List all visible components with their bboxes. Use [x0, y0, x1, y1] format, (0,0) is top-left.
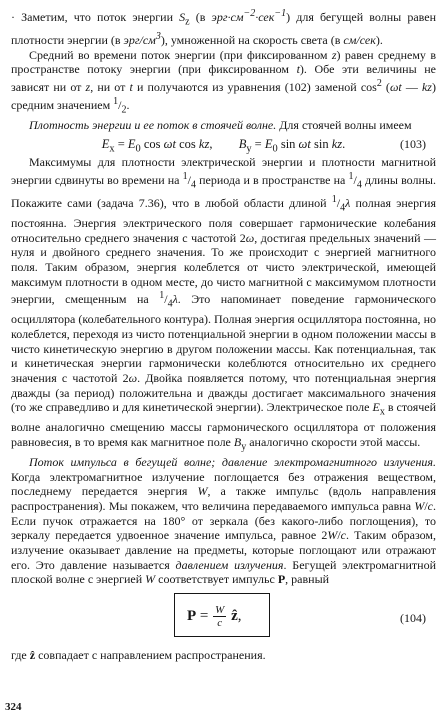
equation-number: (104)	[400, 611, 426, 626]
equation-frame	[174, 593, 270, 637]
paragraph-direction-note: где ẑ совпадает с направлением распространения.	[11, 648, 266, 663]
paragraph-radiation-pressure: Поток импульса в бегущей волне; давление электромагнитного излучения. Когда электромагнитное излучение поглощается без отражения веществом, последнему передается энергия W, а также импульс (вдоль направления распространения). Мы покажем, что величина передаваемого импульса равна W/c. Если пучок отражается на 180° от зеркала (без какого-либо поглощения), то зеркалу передается удвоенное значение импульса, равное 2W/c. Таким образом, излучение оказывает давление на предметы, которые поглощают или отражают его. Это давление называется давлением излучения. Бегущей электромагнитной плоской волне с энергией W соответствует импульс P, равный	[11, 455, 437, 587]
equation-103	[11, 133, 436, 155]
equation-103-electric: $E_x = E_0$ cos ωt cos kz,	[101, 137, 213, 155]
paragraph-time-average: Средний во времени поток энергии (при фиксированном z) равен среднему в пространстве потоку энергии (при фиксированном t). Обе эти величины не зависят ни от z, ни от t и получаются из уравнения (102) заменой $\cos^2 (\omega t$ — kz) средним значением $^1/_2$.	[11, 47, 436, 116]
paragraph-standing-wave-heading: Плотность энергии и ее поток в стоячей волне. Для стоячей волны имеем	[29, 117, 412, 132]
equation-103-magnetic: $B_y = E_0$ sin ωt sin kz.	[238, 137, 346, 155]
equation-104	[11, 593, 436, 643]
equation-number: (103)	[400, 137, 426, 152]
equation-104-formula: P = $\frac{W}{c}$ ẑ,	[187, 604, 242, 630]
paragraph-energy-oscillation: Максимумы для плотности электрической энергии и плотности магнитной энергии сдвинуты во времени на $^1/_4$ периода и в пространстве на $^1/_4$ длины волны. Покажите сами (задача 7.36), что в любой области длиной $^1/_4\lambda$ полная энергия постоянна. Энергия электрического поля совершает гармонические колебания относительно среднего значения с частотой 2ω, достигая предельных значений — нуля и двойного среднего значения. То же происходит с энергией магнитного поля. Таким образом, энергия колеблется от чисто электрической, имеющей максимум плотности в одном месте, до чисто магнитной с максимумом плотности энергии, смещенным на $^1/_4\lambda$. Это напоминает поведение гармонического осциллятора (колебательного контура). Полная энергия осциллятора постоянна, но колеблется, переходя из чисто потенциальной энергии в одном положении массы в чисто кинетическую энергию в другом положении массы. Как потенциальная, так и кинетическая энергии гармонически колеблются относительно их среднего значения с частотой 2ω. Двойка появляется потому, что потенциальная энергия дважды (за период) положительна и дважды достигает максимального значения (то же справедливо и для кинетической энергии). Электрическое поле $E_x$ в стоячей волне аналогично смещению массы гармонического осциллятора от положения равновесия, в то время как магнитное поле $B_y$ аналогично скорости этой массы.	[11, 155, 437, 453]
paragraph-energy-flux-note: · Заметим, что поток энергии $S_z$ (в $эрг\cdot см^{-2}\cdot сек^{-1}$) для бегущей волны равен плотности энергии (в эрг/$см^3$), умноженной на скорость света (в см/сек).	[11, 8, 436, 48]
page-number: 324	[5, 701, 22, 713]
